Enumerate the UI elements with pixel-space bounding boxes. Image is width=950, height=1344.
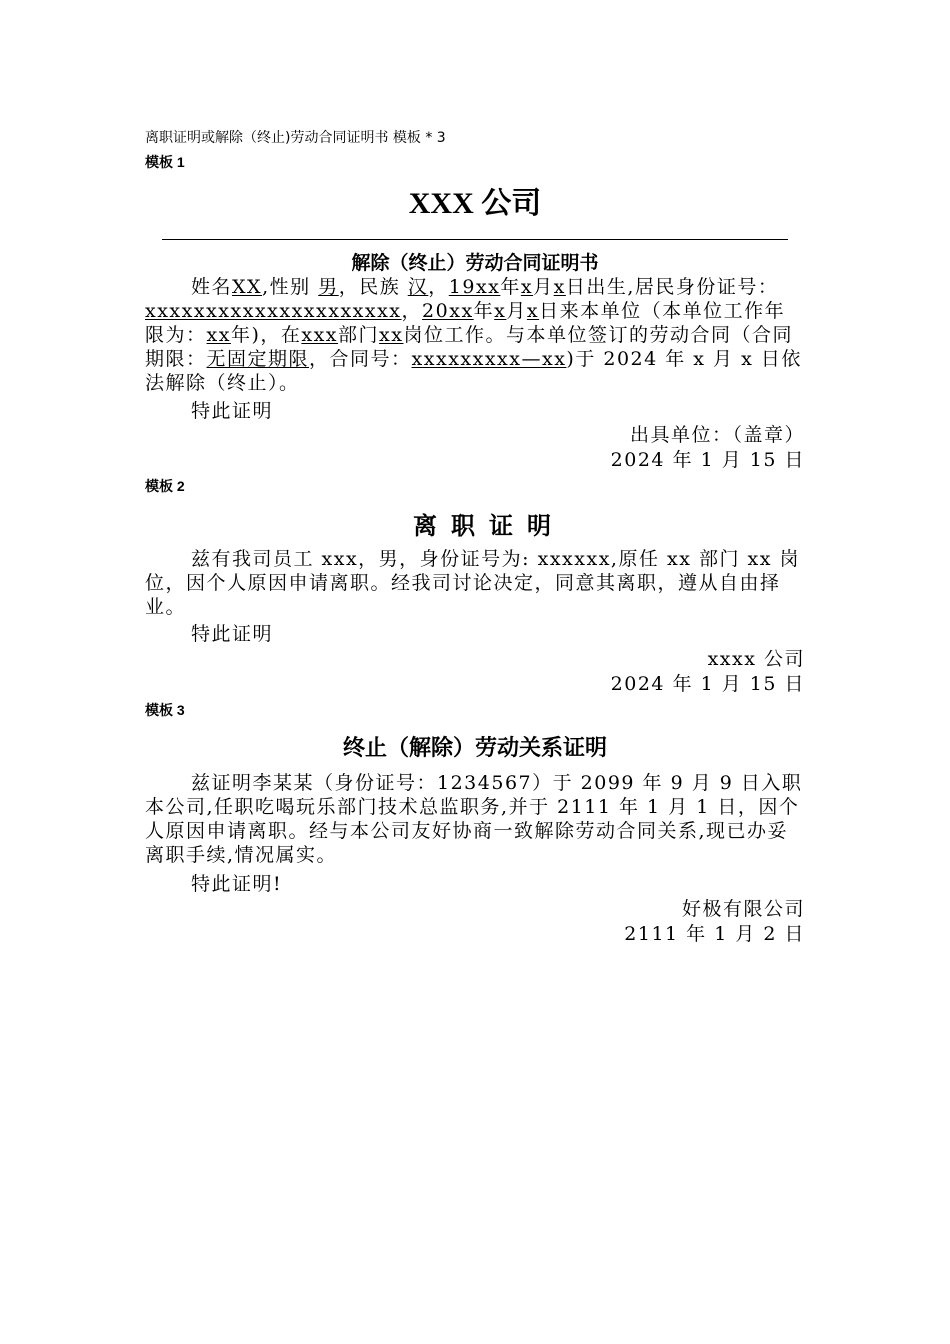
- post-field: xx: [379, 324, 404, 346]
- contract-number-field: xxxxxxxxx—xx: [411, 348, 567, 370]
- contract-term-field: 无固定期限: [206, 348, 310, 370]
- template-1-issuer: 出具单位：（盖章）: [629, 424, 805, 446]
- gender-field: 男: [318, 276, 339, 298]
- birth-day-field: x: [553, 276, 566, 298]
- name-field: XX: [232, 276, 263, 298]
- join-month-field: x: [494, 300, 507, 322]
- ethnicity-field: 汉: [407, 276, 429, 298]
- department-field: xxx: [301, 324, 339, 346]
- body-text: ，合同号：: [309, 348, 412, 370]
- document-title: 离职证明或解除（终止)劳动合同证明书 模板 * 3: [145, 130, 446, 146]
- body-text: 月: [533, 276, 554, 298]
- template-2-date: 2024 年 1 月 15 日: [610, 673, 805, 695]
- template-1-heading: 解除（终止）劳动合同证明书: [351, 252, 599, 274]
- template-2-label: 模板 2: [145, 478, 185, 494]
- template-1-label: 模板 1: [145, 154, 185, 170]
- body-text: 日来本单位（本单位工作年限为：: [145, 300, 786, 346]
- id-number-field: xxxxxxxxxxxxxxxxxxxxx: [145, 300, 402, 322]
- birth-month-field: x: [520, 276, 534, 298]
- body-text: 日出生,居民身份证号：: [565, 276, 779, 298]
- template-1-date: 2024 年 1 月 15 日: [610, 449, 805, 471]
- header-rule: [162, 239, 788, 240]
- template-2-heading: 离职证明: [413, 512, 565, 540]
- body-text: ，: [401, 300, 423, 322]
- template-1-body: [145, 275, 805, 395]
- body-text: 年: [500, 276, 521, 298]
- birth-year-field: 19xx: [448, 276, 501, 298]
- template-2-closing: 特此证明: [191, 623, 274, 645]
- work-years-field: xx: [206, 324, 231, 346]
- body-text: )于 2024 年 x 月 x 日依法解除（终止）。: [145, 348, 802, 394]
- body-text: ，民族: [338, 276, 408, 298]
- body-text: 岗位工作。与本单位签订的劳动合同（合同期限：: [145, 324, 793, 370]
- body-text: 月: [506, 300, 527, 322]
- template-2-body: 兹有我司员工 xxx，男，身份证号为: xxxxxx,原任 xx 部门 xx 岗位，因个人原因申请离职。经我司讨论决定，同意其离职，遵从自由择业。: [145, 548, 800, 618]
- template-3-heading: 终止（解除）劳动关系证明: [342, 736, 607, 761]
- body-text: 年)，在: [230, 324, 302, 346]
- template-3-closing: 特此证明!: [191, 873, 283, 895]
- template-3-label: 模板 3: [145, 702, 185, 718]
- company-name: XXX 公司: [408, 187, 542, 220]
- template-2-company: xxxx 公司: [707, 648, 805, 670]
- body-text: ,性别: [262, 276, 319, 298]
- template-1-closing: 特此证明: [191, 400, 274, 422]
- join-year-field: 20xx: [422, 300, 474, 322]
- body-text: 年: [473, 300, 495, 322]
- body-text: 部门: [338, 324, 380, 346]
- join-day-field: x: [526, 300, 540, 322]
- template-3-date: 2111 年 1 月 2 日: [624, 923, 805, 945]
- template-3-body: 兹证明李某某（身份证号：1234567）于 2099 年 9 月 9 日入职本公司,任职吃喝玩乐部门技术总监职务,并于 2111 年 1 月 1 日，因个人原因申请离职。经与本公司友好协商一致解除劳动合同关系,现已办妥离职手续,情况属实。: [145, 772, 803, 866]
- body-text: ，: [428, 276, 449, 298]
- template-3-company: 好极有限公司: [681, 898, 805, 920]
- body-text: 姓名: [191, 276, 233, 298]
